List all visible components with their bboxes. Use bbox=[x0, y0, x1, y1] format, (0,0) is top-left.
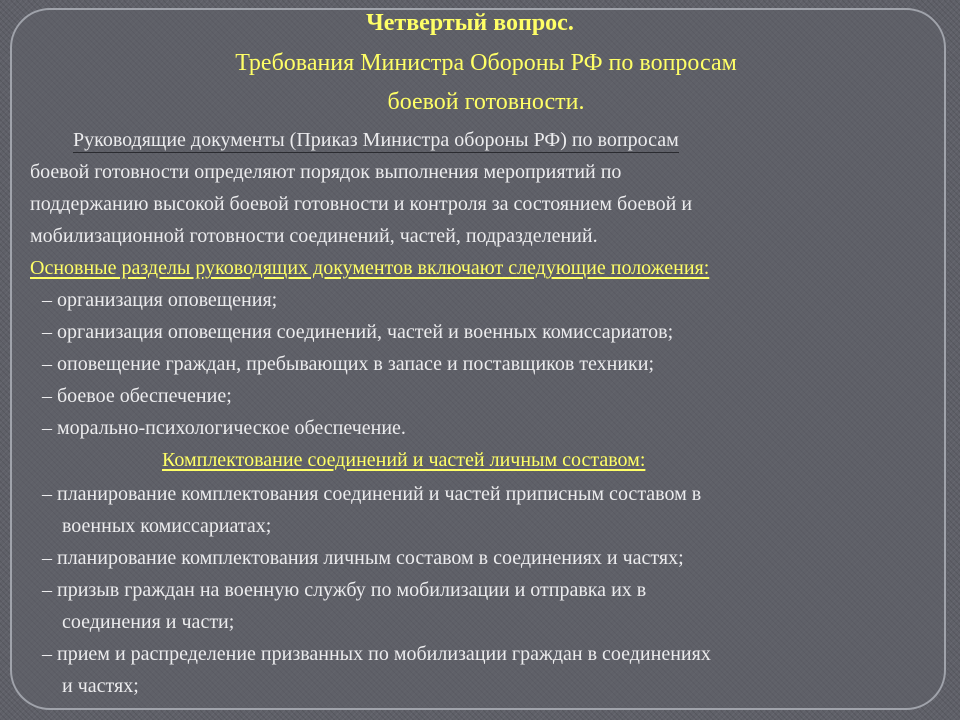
section1-item-2: – организация оповещения соединений, частей и военных комиссариатов; bbox=[42, 321, 674, 343]
section2-line-2: военных комиссариатах; bbox=[62, 515, 272, 537]
intro-line-1: Руководящие документы (Приказ Министра обороны РФ) по вопросам bbox=[73, 129, 679, 151]
section1-item-1: – организация оповещения; bbox=[42, 289, 278, 311]
section1-heading: Основные разделы руководящих документов включают следующие положения: bbox=[30, 257, 710, 279]
section2-heading: Комплектование соединений и частей личным составом: bbox=[162, 449, 646, 471]
intro-line-4: мобилизационной готовности соединений, частей, подразделений. bbox=[30, 225, 598, 247]
section2-line-4: – призыв граждан на военную службу по мобилизации и отправка их в bbox=[42, 579, 647, 601]
section2-line-7: и частях; bbox=[62, 675, 139, 697]
section1-item-5: – морально-психологическое обеспечение. bbox=[42, 417, 406, 439]
title-line-1: Требования Министра Обороны РФ по вопросам bbox=[235, 50, 737, 76]
intro-line-3: поддержанию высокой боевой готовности и контроля за состоянием боевой и bbox=[30, 193, 693, 215]
section2-line-3: – планирование комплектования личным составом в соединениях и частях; bbox=[42, 547, 684, 569]
section2-line-6: – прием и распределение призванных по мобилизации граждан в соединениях bbox=[42, 643, 711, 665]
section1-item-4: – боевое обеспечение; bbox=[42, 385, 232, 407]
section2-line-5: соединения и части; bbox=[62, 611, 235, 633]
question-heading: Четвертый вопрос. bbox=[366, 10, 574, 36]
section2-line-1: – планирование комплектования соединений и частей приписным составом в bbox=[42, 483, 702, 505]
section1-item-3: – оповещение граждан, пребывающих в запасе и поставщиков техники; bbox=[42, 353, 655, 375]
title-line-2: боевой готовности. bbox=[387, 89, 585, 115]
intro-line-2: боевой готовности определяют порядок выполнения мероприятий по bbox=[30, 161, 622, 183]
